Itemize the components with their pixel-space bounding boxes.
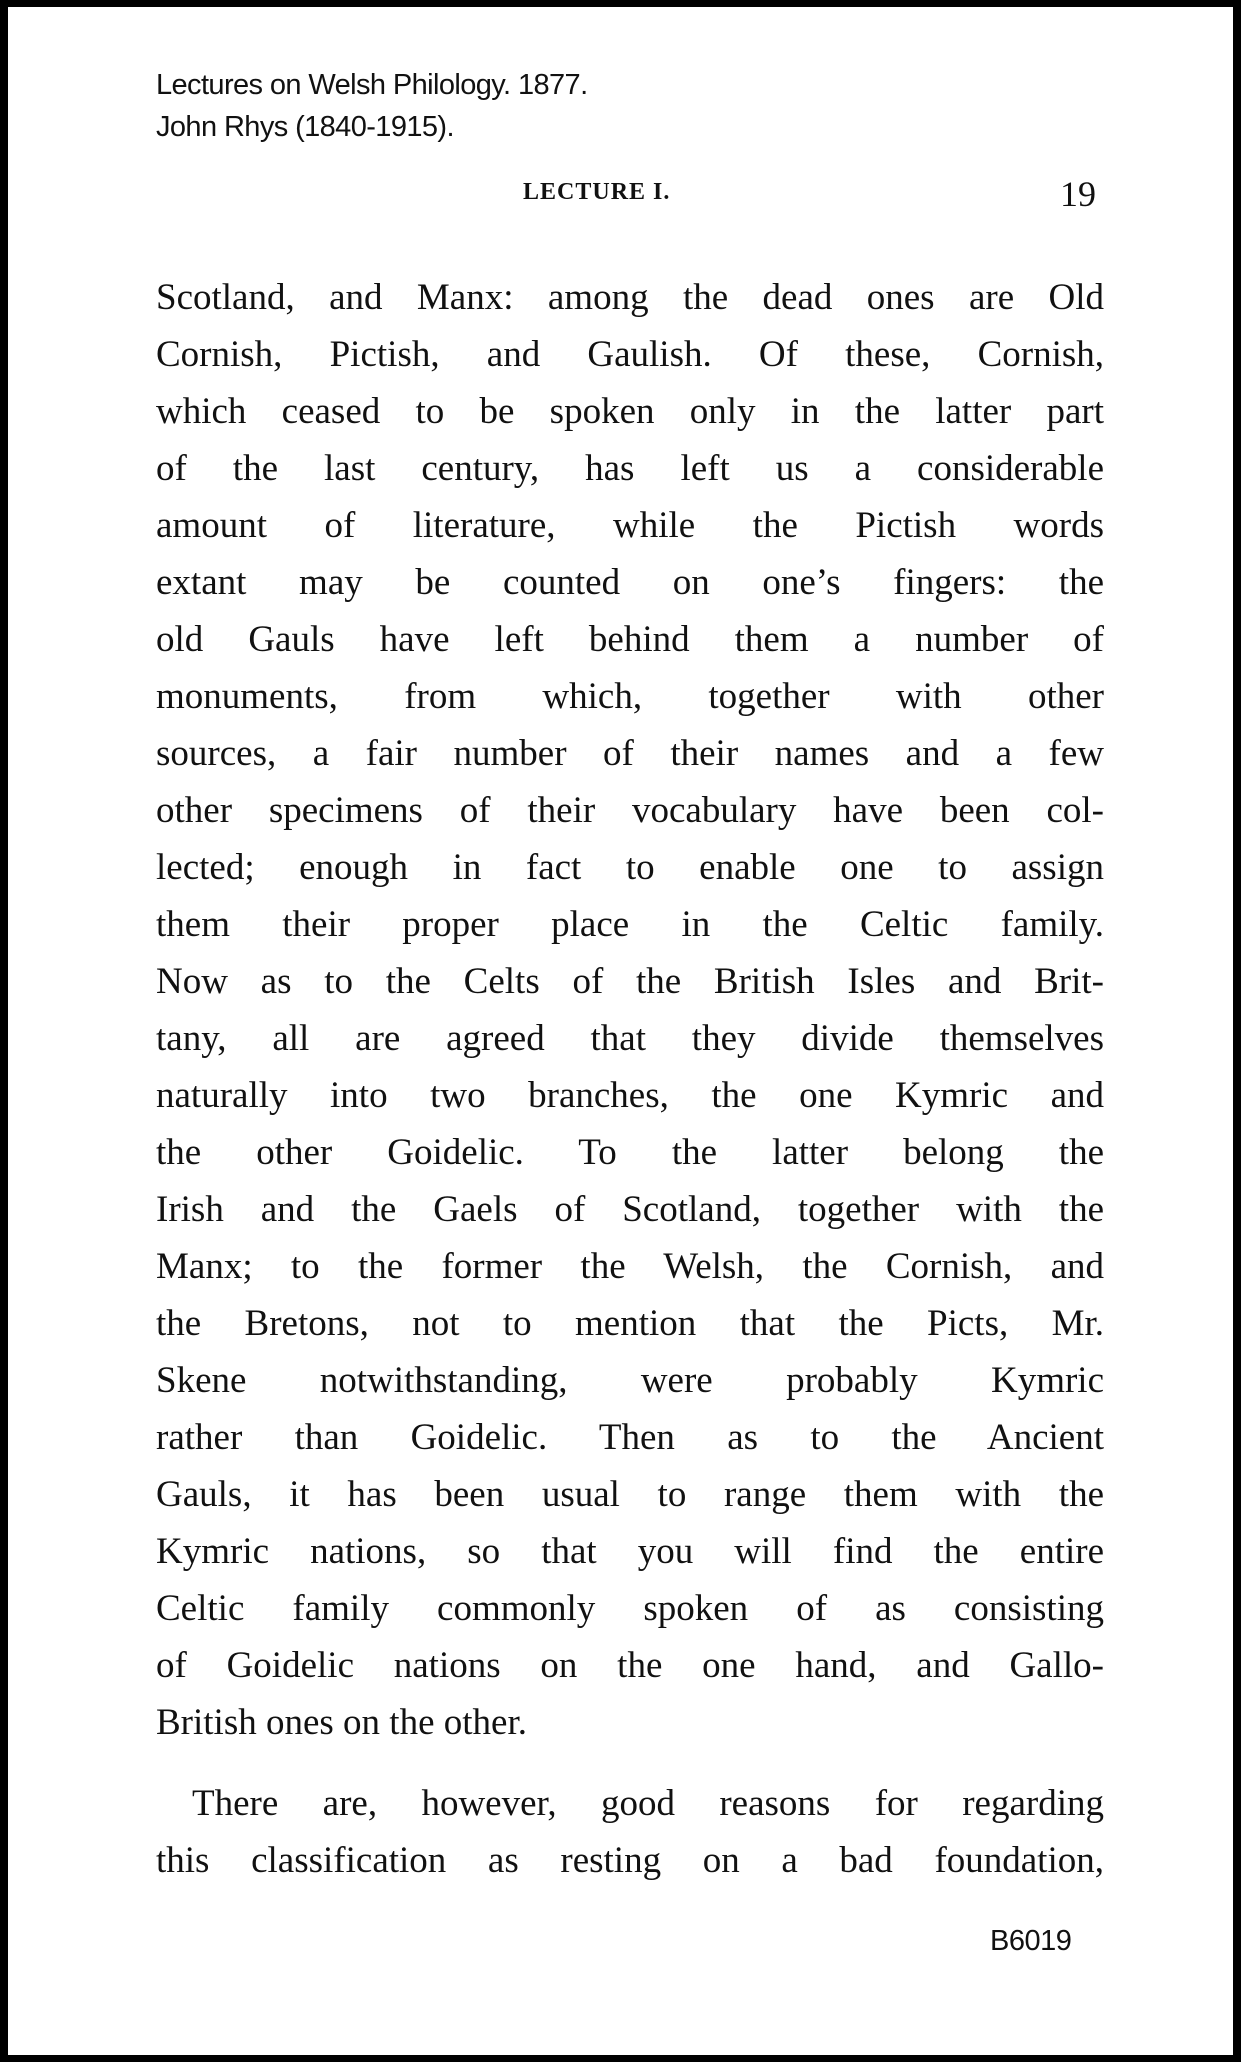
text-line: Celtic family commonly spoken of as consisting [156, 1588, 1104, 1629]
citation-title: Lectures on Welsh Philology. 1877. [156, 69, 588, 101]
paragraph [156, 269, 1104, 1751]
text-line: Manx; to the former the Welsh, the Cornish, and [156, 1246, 1104, 1287]
catalog-code: B6019 [990, 1925, 1072, 1957]
text-line: extant may be counted on one’s fingers: the [156, 562, 1104, 603]
text-line: Kymric nations, so that you will find the entire [156, 1531, 1104, 1572]
text-line: Cornish, Pictish, and Gaulish. Of these, Cornish, [156, 334, 1104, 375]
text-line: Scotland, and Manx: among the dead ones are Old [156, 277, 1104, 318]
text-line: rather than Goidelic. Then as to the Ancient [156, 1417, 1104, 1458]
page-number: 19 [1060, 174, 1096, 214]
text-line: of the last century, has left us a considerable [156, 448, 1104, 489]
text-line: Gauls, it has been usual to range them with the [156, 1474, 1104, 1515]
text-line: tany, all are agreed that they divide themselves [156, 1018, 1104, 1059]
text-line: amount of literature, while the Pictish words [156, 505, 1104, 546]
text-line: British ones on the other. [156, 1702, 527, 1743]
scanned-page [8, 7, 1233, 2055]
text-line: Skene notwithstanding, were probably Kymric [156, 1360, 1104, 1401]
text-line: Irish and the Gaels of Scotland, together with the [156, 1189, 1104, 1230]
text-line: sources, a fair number of their names and a few [156, 733, 1104, 774]
text-line: other specimens of their vocabulary have been col- [156, 790, 1104, 831]
text-line: this classification as resting on a bad foundation, [156, 1840, 1104, 1881]
text-line: Now as to the Celts of the British Isles and Brit- [156, 961, 1104, 1002]
text-line: of Goidelic nations on the one hand, and Gallo- [156, 1645, 1104, 1686]
paragraph [156, 1775, 1104, 1889]
text-line: them their proper place in the Celtic family. [156, 904, 1104, 945]
text-line: monuments, from which, together with other [156, 676, 1104, 717]
text-line: old Gauls have left behind them a number of [156, 619, 1104, 660]
text-line: the other Goidelic. To the latter belong the [156, 1132, 1104, 1173]
citation-author: John Rhys (1840-1915). [156, 111, 454, 143]
running-head: LECTURE I. [523, 179, 671, 205]
text-line: the Bretons, not to mention that the Picts, Mr. [156, 1303, 1104, 1344]
text-line: There are, however, good reasons for regarding [192, 1783, 1104, 1824]
body-text [156, 269, 1104, 1889]
text-line: which ceased to be spoken only in the latter part [156, 391, 1104, 432]
text-line: naturally into two branches, the one Kymric and [156, 1075, 1104, 1116]
text-line: lected; enough in fact to enable one to assign [156, 847, 1104, 888]
